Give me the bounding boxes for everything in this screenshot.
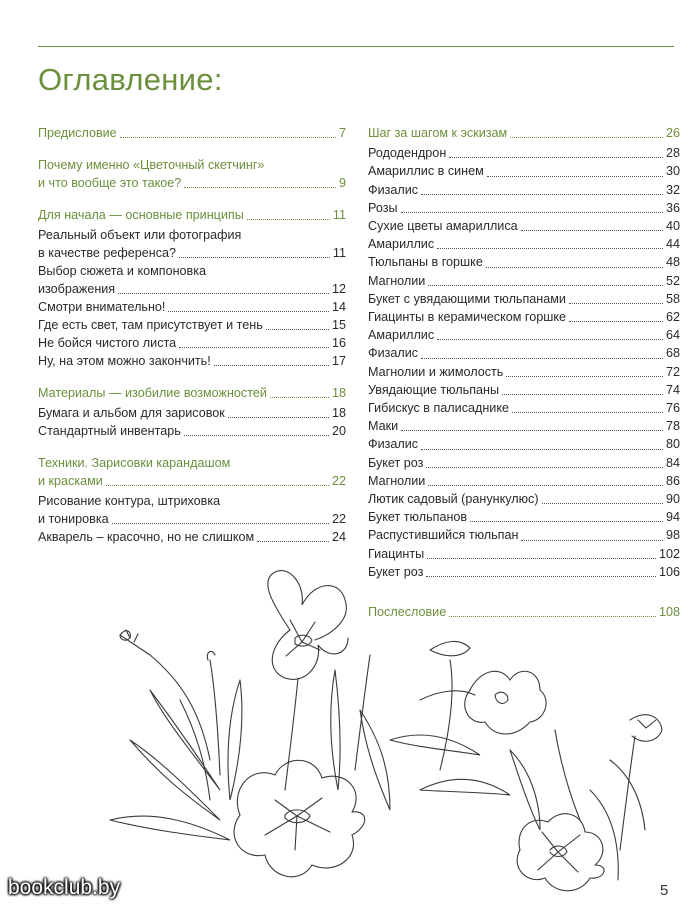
toc-entry [38, 316, 346, 334]
toc-entry [368, 217, 680, 235]
toc-page-number: 64 [665, 328, 680, 343]
dot-leader [437, 248, 663, 249]
toc-entry [368, 490, 680, 508]
toc-entry-title: Физалис [368, 346, 419, 361]
toc-page-number: 48 [665, 255, 680, 270]
toc-entry [38, 528, 346, 546]
toc-entry [368, 417, 680, 435]
toc-entry-title: Магнолии [368, 273, 426, 288]
toc-entry [38, 124, 346, 142]
toc-entry [368, 399, 680, 417]
dot-leader [426, 467, 663, 468]
toc-entry [38, 334, 346, 352]
toc-page-number: 106 [658, 564, 680, 579]
toc-entry-title: Гиацинты в керамическом горшке [368, 310, 566, 325]
toc-entry [368, 162, 680, 180]
toc-entry-line: Техники. Зарисовки карандашом [38, 456, 231, 470]
toc-entry-title: Букет роз [368, 564, 424, 579]
page-number: 5 [660, 882, 669, 899]
toc-entry-line: Рисование контура, штриховка [38, 494, 221, 508]
toc-right-column [368, 124, 680, 621]
toc-page-number: 62 [665, 310, 680, 325]
dot-leader [179, 347, 329, 348]
toc-entry [368, 181, 680, 199]
toc-page-number: 17 [331, 354, 346, 368]
toc-entry [368, 290, 680, 308]
dot-leader [428, 285, 663, 286]
toc-entry-line: Реальный объект или фотография [38, 228, 242, 242]
toc-page-number: 7 [338, 126, 346, 140]
toc-entry-title: Лютик садовый (ранункулюс) [368, 492, 539, 507]
dot-leader [401, 212, 663, 213]
toc-entry-title: Рододендрон [368, 146, 447, 161]
toc-entry-title: Магнолии [368, 473, 426, 488]
toc-page-number: 84 [665, 455, 680, 470]
dot-leader [184, 435, 329, 436]
toc-entry-title: Ну, на этом можно закончить! [38, 354, 211, 368]
toc-entry-title: Где есть свет, там присутствует и тень [38, 318, 263, 332]
dot-leader [120, 137, 336, 138]
dot-leader [421, 449, 663, 450]
toc-page-number: 24 [331, 530, 346, 544]
toc-entry-line: Почему именно «Цветочный скетчинг» [38, 158, 265, 172]
toc-page-number: 68 [665, 346, 680, 361]
toc-page-number: 52 [665, 273, 680, 288]
toc-page-number: 12 [331, 282, 346, 296]
dot-leader [506, 376, 663, 377]
toc-entry-title: Не бойся чистого листа [38, 336, 177, 350]
toc-entry-title: Послесловие [368, 605, 447, 620]
dot-leader [510, 137, 663, 138]
toc-entry [38, 206, 346, 224]
toc-entry-title: Акварель – красочно, но не слишком [38, 530, 255, 544]
toc-entry-title: изображения [38, 282, 116, 296]
dot-leader [401, 430, 663, 431]
toc-entry [368, 526, 680, 544]
toc-entry-title: Бумага и альбом для зарисовок [38, 406, 225, 420]
page-title: Оглавление: [38, 62, 223, 97]
dot-leader [112, 523, 329, 524]
toc-entry-line: Выбор сюжета и компоновка [38, 264, 207, 278]
toc-entry [368, 363, 680, 381]
watermark: bookclub.by [8, 876, 121, 899]
toc-page-number: 14 [331, 300, 346, 314]
toc-entry [38, 454, 346, 490]
dot-leader [428, 485, 663, 486]
dot-leader [569, 321, 663, 322]
toc-page-number: 94 [665, 510, 680, 525]
toc-entry [368, 454, 680, 472]
toc-entry [38, 404, 346, 422]
toc-entry [368, 344, 680, 362]
dot-leader [247, 219, 330, 220]
dot-leader [427, 558, 656, 559]
toc-page-number: 90 [665, 492, 680, 507]
toc-entry [38, 298, 346, 316]
toc-entry [368, 199, 680, 217]
toc-page-number: 108 [658, 605, 680, 620]
toc-entry-title: Предисловие [38, 126, 117, 140]
toc-entry [368, 124, 680, 142]
dot-leader [421, 194, 663, 195]
toc-page-number: 20 [331, 424, 346, 438]
dot-leader [521, 540, 663, 541]
toc-entry [38, 226, 346, 262]
toc-page-number: 58 [665, 291, 680, 306]
toc-page-number: 102 [658, 546, 680, 561]
toc-entry-title: Физалис [368, 182, 419, 197]
toc-page-number: 74 [665, 382, 680, 397]
toc-entry-title: Букет роз [368, 455, 424, 470]
toc-page-number: 22 [331, 474, 346, 488]
toc-entry [38, 492, 346, 528]
toc-page-number: 22 [331, 512, 346, 526]
toc-left-column [38, 124, 346, 546]
toc-page-number: 9 [338, 176, 346, 190]
toc-entry [38, 422, 346, 440]
toc-page-number: 32 [665, 182, 680, 197]
toc-entry-title: Магнолии и жимолость [368, 364, 504, 379]
dot-leader [449, 157, 663, 158]
dot-leader [168, 311, 329, 312]
dot-leader [542, 503, 663, 504]
toc-entry-title: Амариллис в синем [368, 164, 484, 179]
toc-page-number: 26 [665, 126, 680, 140]
toc-entry-title: и красками [38, 474, 103, 488]
toc-entry-title: Гиацинты [368, 546, 425, 561]
dot-leader [106, 485, 329, 486]
toc-page-number: 18 [331, 406, 346, 420]
toc-entry-title: Распустившийся тюльпан [368, 528, 519, 543]
dot-leader [486, 267, 663, 268]
toc-entry-title: Сухие цветы амариллиса [368, 219, 518, 234]
toc-page-number: 16 [331, 336, 346, 350]
dot-leader [228, 417, 329, 418]
dot-leader [502, 394, 663, 395]
toc-page-number: 80 [665, 437, 680, 452]
toc-page-number: 11 [332, 208, 346, 222]
toc-entry [368, 472, 680, 490]
toc-entry-title: в качестве референса? [38, 246, 177, 260]
dot-leader [270, 397, 329, 398]
top-rule [38, 46, 674, 47]
toc-entry-title: Амариллис [368, 328, 435, 343]
dot-leader [257, 541, 329, 542]
dot-leader [487, 176, 663, 177]
toc-entry [368, 381, 680, 399]
dot-leader [437, 339, 663, 340]
toc-entry [368, 253, 680, 271]
toc-page-number: 30 [665, 164, 680, 179]
toc-page-number: 76 [665, 401, 680, 416]
toc-entry-title: Для начала — основные принципы [38, 208, 244, 222]
toc-page-number: 44 [665, 237, 680, 252]
toc-page-number: 18 [331, 386, 346, 400]
toc-page-number: 86 [665, 473, 680, 488]
toc-page-number: 40 [665, 219, 680, 234]
toc-page-number: 15 [331, 318, 346, 332]
toc-entry-title: Букет тюльпанов [368, 510, 468, 525]
toc-page-number: 36 [665, 200, 680, 215]
toc-entry-title: Тюльпаны в горшке [368, 255, 483, 270]
toc-entry [368, 326, 680, 344]
dot-leader [521, 230, 663, 231]
toc-entry [38, 384, 346, 402]
toc-entry-title: и тонировка [38, 512, 109, 526]
toc-entry-title: Амариллис [368, 237, 435, 252]
toc-entry-title: Увядающие тюльпаны [368, 382, 500, 397]
toc-entry-title: Стандартный инвентарь [38, 424, 181, 438]
toc-entry-title: Шаг за шагом к эскизам [368, 126, 508, 140]
dot-leader [470, 521, 663, 522]
dot-leader [184, 187, 336, 188]
toc-entry-title: Материалы — изобилие возможностей [38, 386, 267, 400]
toc-entry [368, 144, 680, 162]
toc-page-number: 78 [665, 419, 680, 434]
flower-illustration [90, 560, 700, 915]
dot-leader [179, 257, 330, 258]
dot-leader [266, 329, 329, 330]
toc-page-number: 28 [665, 146, 680, 161]
dot-leader [569, 303, 663, 304]
toc-entry-title: Гибискус в палисаднике [368, 401, 509, 416]
toc-entry [38, 156, 346, 192]
toc-entry-title: Маки [368, 419, 399, 434]
toc-entry-title: Смотри внимательно! [38, 300, 166, 314]
toc-entry-title: и что вообще это такое? [38, 176, 182, 190]
toc-entry-title: Розы [368, 200, 398, 215]
dot-leader [214, 365, 329, 366]
toc-entry [368, 272, 680, 290]
dot-leader [421, 358, 663, 359]
toc-page-number: 11 [332, 246, 346, 260]
toc-entry-title: Букет с увядающими тюльпанами [368, 291, 566, 306]
toc-page-number: 72 [665, 364, 680, 379]
toc-entry [368, 235, 680, 253]
toc-entry [368, 508, 680, 526]
toc-page-number: 98 [665, 528, 680, 543]
dot-leader [512, 412, 663, 413]
dot-leader [118, 293, 329, 294]
toc-entry [368, 435, 680, 453]
toc-entry-title: Физалис [368, 437, 419, 452]
toc-entry [368, 308, 680, 326]
toc-entry [38, 262, 346, 298]
toc-entry [38, 352, 346, 370]
